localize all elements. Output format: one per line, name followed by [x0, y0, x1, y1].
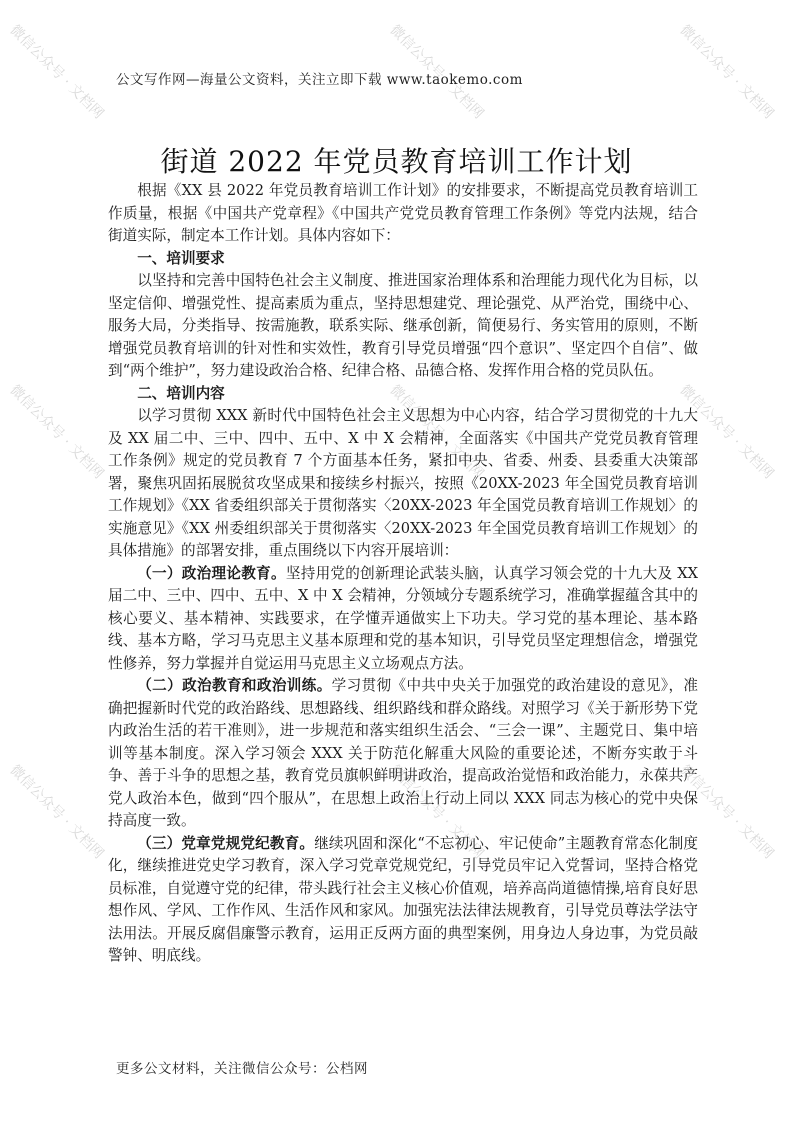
item-text: 继续巩固和深化“不忘初心、牢记使命”主题教育常态化制度化，继续推进党史学习教育，深入学习党章党规党纪，引导党员牢记入党誓词，坚持合格党员标准，自觉遵守党的纪律，带头践行社会主义核心价值观，培养高尚道德情操,培育良好思想作风、学风、工作作风、生活作风和家风。加强宪法法律法规教育，引导党员尊法学法守法用法。开展反腐倡廉警示教育，运用正反两方面的典型案例，用身边人身边事，为党员敲警钟、明底线。	[108, 834, 698, 964]
watermark: 微信公众号 · 文档网	[6, 382, 107, 483]
item-lead: （三）党章党规党纪教育。	[137, 834, 315, 852]
page-header: 公文写作网—海量公文资料，关注立即下载 www.taokemo.com	[116, 72, 523, 88]
watermark: 微信公众号 · 文档网	[6, 22, 107, 123]
item-paragraph-1	[108, 563, 698, 676]
watermark: 微信公众号 · 文档网	[676, 22, 777, 123]
watermark: 微信公众号 · 文档网	[6, 762, 107, 863]
watermark: 微信公众号 · 文档网	[676, 382, 777, 483]
intro-paragraph: 根据《XX 县 2022 年党员教育培训工作计划》的安排要求，不断提高党员教育培训工作质量，根据《中国共产党章程》《中国共产党党员教育管理工作条例》等党内法规，结合街道实际，制定本工作计划。具体内容如下：	[108, 182, 698, 244]
section-heading-1: 一、培训要求	[137, 249, 225, 267]
document-body	[108, 180, 698, 968]
item-text: 学习贯彻《中共中央关于加强党的政治建设的意见》，准确把握新时代党的政治路线、思想路线、组织路线和群众路线。对照学习《关于新形势下党内政治生活的若干准则》，进一步规范和落实组织生活会、“三会一课”、主题党日、集中培训等基本制度。深入学习领会 XXX 关于防范化解重大风险的重要论述，不断夯实敢于斗争、善于斗争的思想之基，教育党员旗帜鲜明讲政治，提高政治觉悟和政治能力，永葆共产党人政治本色，做到“四个服从”，在思想上政治上行动上同以 XXX 同志为核心的党中央保持高度一致。	[108, 677, 698, 829]
watermark: 微信公众号 · 文档网	[386, 762, 487, 863]
section-paragraph-2: 以学习贯彻 XXX 新时代中国特色社会主义思想为中心内容，结合学习贯彻党的十九大及 XX 届二中、三中、四中、五中、X 中 X 会精神，全面落实《中国共产党党员教育管理工作条例》规定的党员教育 7 个方面基本任务，紧扣中央、省委、州委、县委重大决策部署，聚焦巩固拓展脱贫攻坚成果和接续乡村振兴，按照《20XX-2023 年全国党员教育培训工作规划》《XX 省委组织部关于贯彻落实〈20XX-2023 年全国党员教育培训工作规划〉的实施意见》《XX 州委组织部关于贯彻落实〈20XX-2023 年全国党员教育培训工作规划〉的具体措施》的部署安排，重点围绕以下内容开展培训：	[108, 407, 698, 559]
item-paragraph-3	[108, 833, 698, 968]
item-lead: （一）政治理论教育。	[137, 564, 286, 582]
item-lead: （二）政治教育和政治训练。	[137, 677, 332, 694]
watermark: 微信公众号 · 文档网	[386, 382, 487, 483]
section-paragraph-1: 以坚持和完善中国特色社会主义制度、推进国家治理体系和治理能力现代化为目标，以坚定信仰、增强党性、提高素质为重点，坚持思想建党、理论强党、从严治党，围绕中心、服务大局，分类指导、按需施教，联系实际、继承创新，简便易行、务实管用的原则，不断增强党员教育培训的针对性和实效性，教育引导党员增强“四个意识”、坚定四个自信”、做到“两个维护”，努力建设政治合格、纪律合格、品德合格、发挥作用合格的党员队伍。	[108, 272, 698, 379]
watermark: 微信公众号 · 文档网	[676, 762, 777, 863]
page-footer: 更多公文材料，关注微信公众号：公档网	[116, 1061, 368, 1077]
item-text: 坚持用党的创新理论武装头脑，认真学习领会党的十九大及 XX 届二中、三中、四中、五中、X 中 X 会精神，分领域分专题系统学习，准确掌握蕴含其中的核心要义、基本精神、实践要求，在学懂弄通做实上下功夫。学习党的基本理论、基本路线、基本方略，学习马克思主义基本原理和党的基本知识，引导党员坚定理想信念，增强党性修养，努力掌握并自觉运用马克思主义立场观点方法。	[108, 564, 698, 672]
watermark: 微信公众号 · 文档网	[386, 22, 487, 123]
section-heading-2: 二、培训内容	[137, 384, 225, 402]
item-paragraph-2	[108, 675, 698, 833]
document-title: 街道 2022 年党员教育培训工作计划	[160, 145, 633, 178]
